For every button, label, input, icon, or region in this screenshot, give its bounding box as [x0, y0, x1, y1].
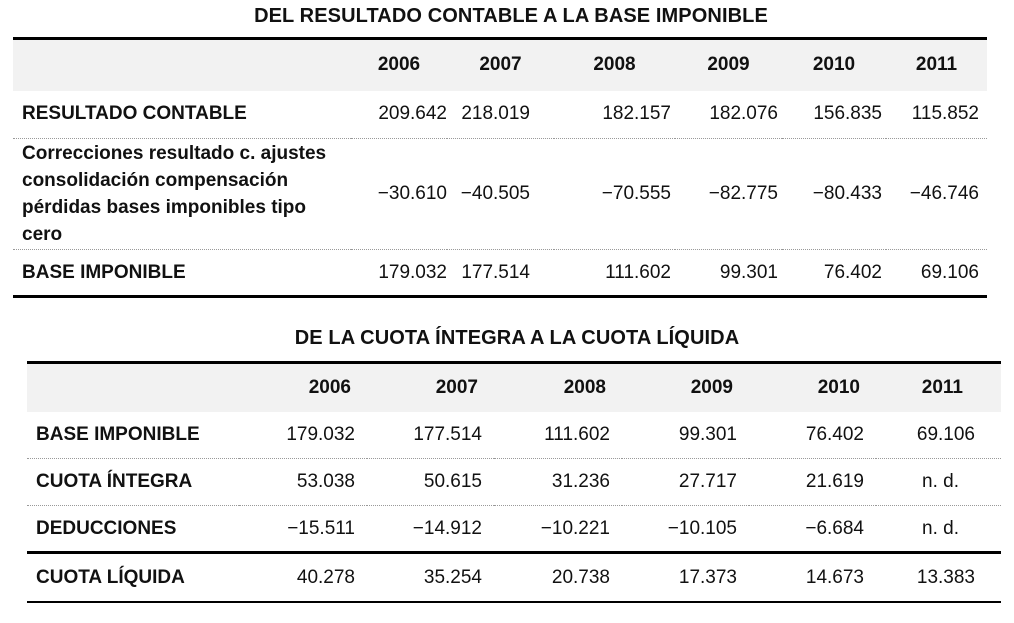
- cell-value: 179.032: [378, 261, 447, 283]
- tax-quota-table: [27, 361, 1001, 603]
- cell-value: 76.402: [749, 412, 876, 459]
- cell-value: 35.254: [367, 553, 494, 603]
- cell-value: −10.105: [667, 517, 737, 539]
- table1-title: DEL RESULTADO CONTABLE A LA BASE IMPONIBLE: [254, 5, 768, 27]
- table-row: [27, 553, 1001, 603]
- row-label-line: Correcciones resultado c. ajustes: [22, 143, 327, 164]
- cell-value: 115.852: [886, 91, 987, 139]
- cell-value: −40.505: [447, 139, 554, 250]
- table1-year-2009: 2009: [707, 54, 750, 76]
- cell-value: −46.746: [886, 139, 987, 250]
- cell-value: −6.684: [805, 517, 864, 539]
- table2-year-2006: 2006: [308, 376, 351, 398]
- cell-value: −15.511: [287, 517, 355, 539]
- cell-value: 27.717: [622, 459, 749, 506]
- cell-value: 40.278: [239, 553, 367, 603]
- row-label: BASE IMPONIBLE: [27, 412, 239, 459]
- cell-value: −70.555: [554, 139, 675, 250]
- table-row: [27, 412, 1001, 459]
- table1-year-2008: 2008: [593, 54, 636, 76]
- table1-header-row: [13, 39, 987, 91]
- cell-value: 53.038: [239, 459, 367, 506]
- cell-value: 99.301: [622, 412, 749, 459]
- cell-value: −14.912: [412, 517, 482, 539]
- row-label: DEDUCCIONES: [36, 517, 177, 539]
- cell-value: 21.619: [749, 459, 876, 506]
- cell-value: 13.383: [876, 553, 1001, 603]
- cell-value: 177.514: [461, 261, 530, 283]
- cell-value: n. d.: [922, 517, 959, 539]
- table2-title: DE LA CUOTA ÍNTEGRA A LA CUOTA LÍQUIDA: [294, 327, 740, 349]
- cell-value: n. d.: [876, 459, 1001, 506]
- cell-value: 17.373: [622, 553, 749, 603]
- cell-value: 156.835: [782, 91, 886, 139]
- cell-value: 111.602: [494, 412, 622, 459]
- table-row: [27, 459, 1001, 506]
- cell-value: 111.602: [605, 261, 671, 283]
- cell-value: 179.032: [239, 412, 367, 459]
- cell-value: 69.106: [876, 412, 1001, 459]
- table2-year-2008: 2008: [563, 376, 606, 398]
- table2-year-2009: 2009: [690, 376, 733, 398]
- row-label: [13, 139, 351, 250]
- cell-value: −10.221: [540, 517, 610, 539]
- table1-header-empty: [13, 39, 351, 91]
- cell-value: 182.076: [675, 91, 782, 139]
- row-label: RESULTADO CONTABLE: [13, 91, 351, 139]
- cell-value: 76.402: [823, 261, 882, 283]
- table2-year-2010: 2010: [817, 376, 860, 398]
- cell-value: 99.301: [719, 261, 778, 283]
- table1-year-2006: 2006: [377, 54, 421, 76]
- cell-value: 20.738: [494, 553, 622, 603]
- table2-year-2007: 2007: [435, 376, 478, 398]
- cell-value: 50.615: [367, 459, 494, 506]
- row-label-line: cero: [22, 224, 63, 245]
- cell-value: 218.019: [447, 91, 554, 139]
- cell-value: 31.236: [494, 459, 622, 506]
- cell-value: 209.642: [351, 91, 447, 139]
- cell-value: −82.775: [675, 139, 782, 250]
- table-row: [13, 250, 987, 297]
- table1-year-2007: 2007: [479, 54, 522, 76]
- table2-header-empty: [27, 363, 239, 412]
- cell-value: −80.433: [782, 139, 886, 250]
- table1-year-2010: 2010: [812, 54, 856, 76]
- cell-value: −30.610: [351, 139, 447, 250]
- table2-header-row: [27, 363, 1001, 412]
- table2-year-2011: 2011: [921, 376, 963, 398]
- row-label: BASE IMPONIBLE: [22, 261, 186, 283]
- row-label-line: pérdidas bases imponibles tipo: [22, 197, 307, 218]
- table-row: [27, 506, 1001, 553]
- table-row: [13, 91, 987, 139]
- cell-value: 69.106: [920, 261, 979, 283]
- cell-value: 182.157: [554, 91, 675, 139]
- table-row: [13, 139, 987, 250]
- cell-value: 177.514: [367, 412, 494, 459]
- row-label: CUOTA ÍNTEGRA: [27, 459, 239, 506]
- cell-value: 14.673: [749, 553, 876, 603]
- row-label: CUOTA LÍQUIDA: [27, 553, 239, 603]
- table1-year-2011: 2011: [915, 54, 958, 76]
- tax-base-table: [13, 37, 987, 298]
- row-label-line: consolidación compensación: [22, 170, 289, 191]
